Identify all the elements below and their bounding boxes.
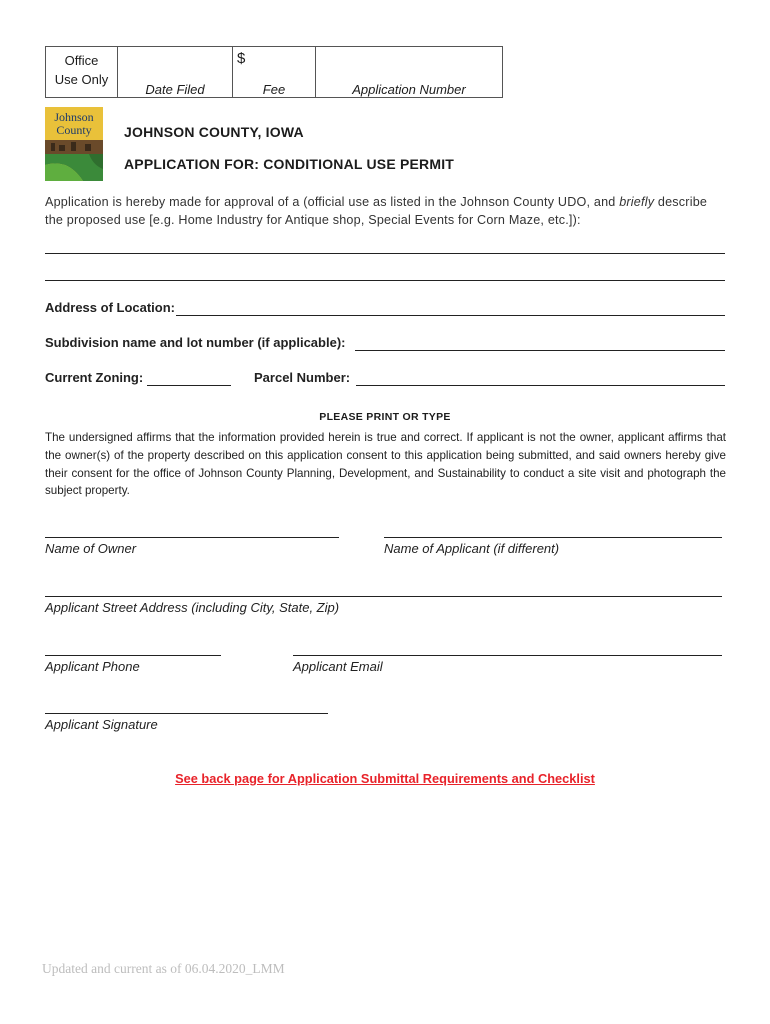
county-logo-icon: [45, 107, 103, 181]
email-line[interactable]: [293, 655, 722, 656]
subdivision-label: Subdivision name and lot number (if applicable):: [45, 335, 346, 350]
county-title: JOHNSON COUNTY, IOWA: [124, 124, 304, 140]
phone-line[interactable]: [45, 655, 221, 656]
subdivision-field-line[interactable]: [355, 350, 725, 351]
signature-line[interactable]: [45, 713, 328, 714]
please-print-heading: PLEASE PRINT OR TYPE: [319, 411, 451, 423]
intro-paragraph: Application is hereby made for approval of a (official use as listed in the Johnson County UDO, and briefly describe the proposed use [e.g. Home Industry for Antique shop, Special Events for Corn Maze, etc.]):: [45, 195, 708, 227]
email-label: Applicant Email: [293, 659, 383, 674]
fee-dollar-sign: $: [237, 50, 246, 67]
phone-label: Applicant Phone: [45, 659, 140, 674]
office-use-label: Office Use Only: [46, 47, 118, 98]
owner-name-label: Name of Owner: [45, 541, 137, 556]
johnson-county-logo: [45, 107, 103, 181]
application-title: APPLICATION FOR: CONDITIONAL USE PERMIT: [124, 156, 455, 172]
zoning-label: Current Zoning:: [45, 370, 144, 385]
svg-text:Johnson: Johnson: [54, 110, 94, 124]
signature-label: Applicant Signature: [45, 717, 158, 732]
svg-text:County: County: [56, 123, 92, 137]
date-filed-cell[interactable]: [118, 47, 233, 98]
fee-caption: Fee: [262, 82, 286, 97]
application-number-caption: Application Number: [352, 82, 466, 97]
applicant-name-label: Name of Applicant (if different): [384, 541, 560, 556]
description-line-2[interactable]: [45, 280, 725, 281]
fee-cell[interactable]: [233, 47, 316, 98]
parcel-field-line[interactable]: [356, 385, 725, 386]
description-line-1[interactable]: [45, 253, 725, 254]
affirmation-paragraph: The undersigned affirms that the information provided herein is true and correct. If applicant is not the owner, applicant affirms that the owner(s) of the property described on this application consent to this application being submitted, and said owners hereby give their consent for the office of Johnson County Planning, Development, and Sustainability to conduct a site visit and photograph the subject property.: [45, 431, 726, 498]
date-filed-caption: Date Filed: [145, 82, 205, 97]
back-page-link[interactable]: See back page for Application Submittal Requirements and Checklist: [175, 771, 595, 786]
application-number-cell[interactable]: [316, 47, 503, 98]
zoning-field-line[interactable]: [147, 385, 231, 386]
street-address-label: Applicant Street Address (including City, State, Zip): [45, 600, 340, 615]
owner-name-line[interactable]: [45, 537, 339, 538]
address-field-line[interactable]: [176, 315, 725, 316]
office-use-table: [45, 46, 503, 98]
footer-updated-note: Updated and current as of 06.04.2020_LMM: [42, 961, 285, 976]
street-address-line[interactable]: [45, 596, 722, 597]
address-label: Address of Location:: [45, 300, 176, 315]
back-page-note: [0, 770, 770, 788]
parcel-label: Parcel Number:: [254, 370, 351, 385]
applicant-name-line[interactable]: [384, 537, 722, 538]
